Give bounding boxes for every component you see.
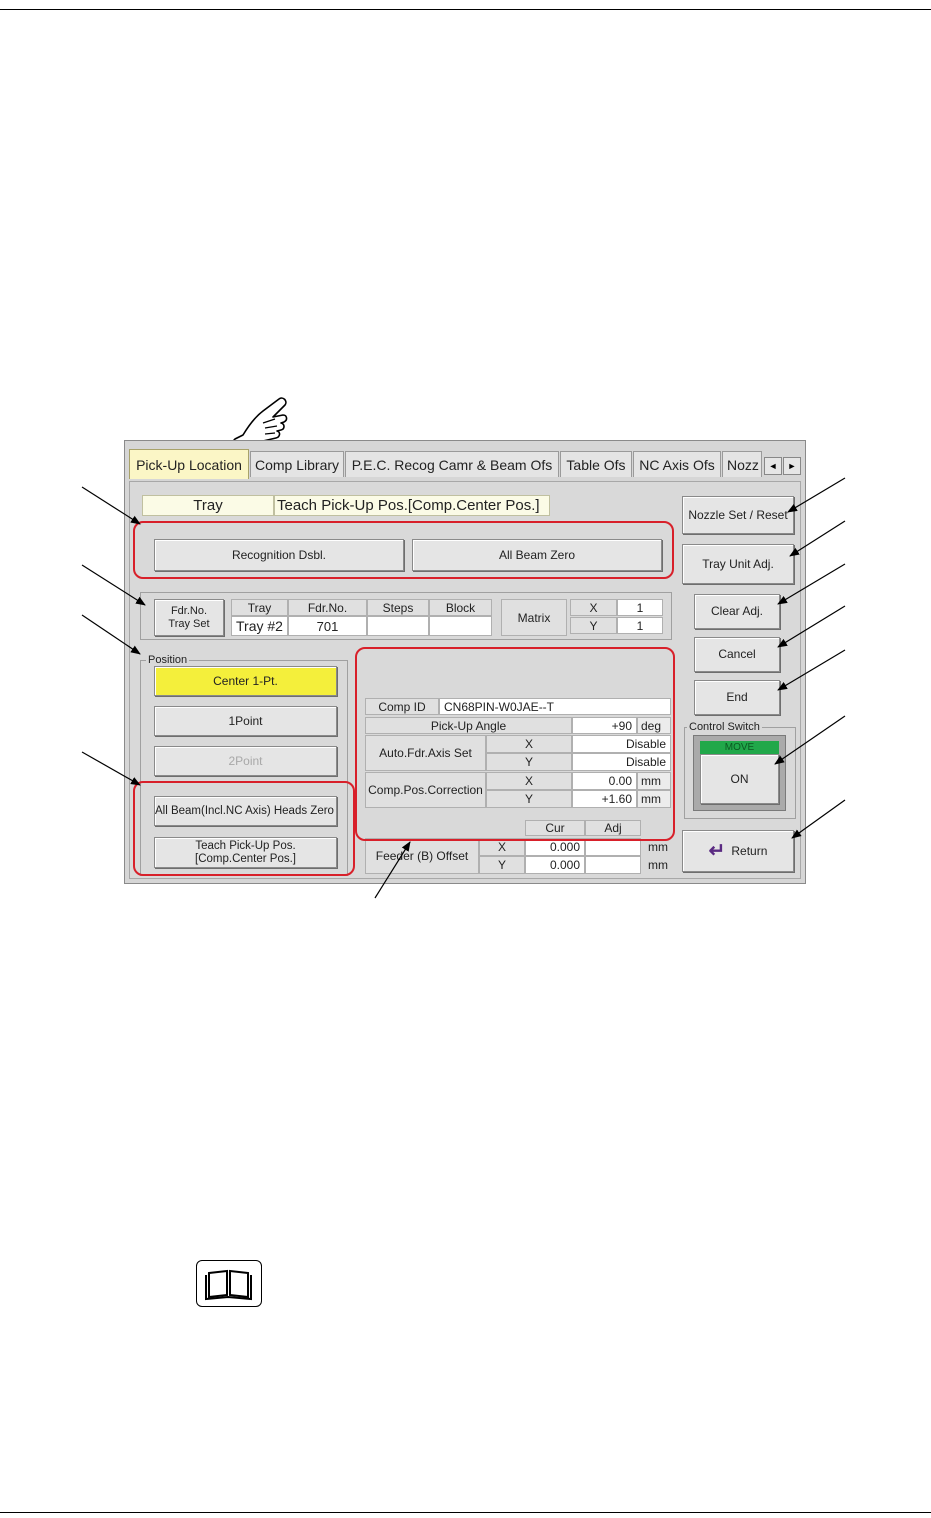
nozzle-set-reset-button[interactable]: Nozzle Set / Reset: [682, 496, 794, 534]
pickup-angle-label: Pick-Up Angle: [365, 717, 572, 734]
offset-y-adj-value[interactable]: [585, 856, 641, 874]
offset-adj-header: Adj: [585, 820, 641, 836]
offset-y-cur-value[interactable]: 0.000: [525, 856, 585, 874]
fdr-header-tray: Tray: [231, 599, 288, 616]
teach-line1: Teach Pick-Up Pos.: [195, 839, 296, 852]
two-point-button[interactable]: 2Point: [154, 746, 337, 776]
auto-fdr-axis-label: Auto.Fdr.Axis Set: [365, 735, 486, 771]
position-label: Position: [148, 654, 188, 666]
fdr-steps-value[interactable]: [367, 616, 429, 636]
matrix-label: Matrix: [501, 599, 567, 636]
fdr-button-line1: Fdr.No.: [170, 604, 208, 617]
offset-y-unit: mm: [648, 858, 668, 872]
fdr-header-block: Block: [429, 599, 492, 616]
fdr-button-line2: Tray Set: [168, 617, 210, 630]
top-rule: [0, 9, 931, 10]
tab-nozzle[interactable]: Nozz: [722, 451, 762, 477]
feeder-offset-label: Feeder (B) Offset: [365, 838, 479, 874]
control-on-button[interactable]: ON: [700, 754, 779, 804]
tab-nc-axis-ofs[interactable]: NC Axis Ofs: [633, 451, 721, 477]
fdr-header-steps: Steps: [367, 599, 429, 616]
tab-table-ofs[interactable]: Table Ofs: [560, 451, 632, 477]
comp-pos-correction-label: Comp.Pos.Correction: [365, 772, 486, 808]
matrix-x-axis: X: [570, 599, 617, 616]
pickup-angle-value[interactable]: +90: [572, 717, 637, 734]
matrix-y-value[interactable]: 1: [617, 617, 663, 634]
offset-cur-header: Cur: [525, 820, 585, 836]
auto-fdr-x-axis: X: [486, 735, 572, 753]
center-1pt-button[interactable]: Center 1-Pt.: [154, 666, 337, 696]
auto-fdr-x-value[interactable]: Disable: [572, 735, 671, 753]
recognition-disable-button[interactable]: Recognition Dsbl.: [154, 539, 404, 571]
matrix-x-value[interactable]: 1: [617, 599, 663, 616]
tab-next-arrow-icon[interactable]: ►: [783, 457, 801, 475]
tray-unit-adj-button[interactable]: Tray Unit Adj.: [682, 544, 794, 584]
tab-pec-recog-camr[interactable]: P.E.C. Recog Camr & Beam Ofs: [345, 451, 559, 477]
fdr-header-fdrno: Fdr.No.: [288, 599, 367, 616]
matrix-y-axis: Y: [570, 617, 617, 634]
fdr-tray-value[interactable]: Tray #2: [231, 616, 288, 636]
offset-y-axis: Y: [479, 856, 525, 874]
highlight-comp-info: [355, 647, 675, 841]
highlight-bottom-buttons: [133, 781, 355, 876]
tab-comp-library[interactable]: Comp Library: [250, 451, 344, 477]
auto-fdr-y-value[interactable]: Disable: [572, 753, 671, 771]
offset-x-cur-value[interactable]: 0.000: [525, 838, 585, 856]
cancel-button[interactable]: Cancel: [694, 637, 780, 672]
fdr-block-value[interactable]: [429, 616, 492, 636]
correction-x-axis: X: [486, 772, 572, 790]
correction-y-unit: mm: [637, 790, 671, 808]
tab-strip: [125, 441, 805, 481]
tab-prev-arrow-icon[interactable]: ◄: [764, 457, 782, 475]
control-switch-label: Control Switch: [689, 721, 760, 733]
fdr-number-value[interactable]: 701: [288, 616, 367, 636]
clear-adj-button[interactable]: Clear Adj.: [694, 594, 780, 629]
offset-x-axis: X: [479, 838, 525, 856]
comp-id-label: Comp ID: [365, 698, 439, 715]
heads-zero-button[interactable]: All Beam(Incl.NC Axis) Heads Zero: [154, 796, 337, 826]
auto-fdr-y-axis: Y: [486, 753, 572, 771]
return-icon: ↵: [708, 839, 726, 862]
return-label: Return: [731, 843, 768, 858]
all-beam-zero-button[interactable]: All Beam Zero: [412, 539, 662, 571]
one-point-button[interactable]: 1Point: [154, 706, 337, 736]
correction-x-unit: mm: [637, 772, 671, 790]
mode-field: Teach Pick-Up Pos.[Comp.Center Pos.]: [274, 495, 550, 516]
correction-x-value[interactable]: 0.00: [572, 772, 637, 790]
highlight-top-buttons: [133, 521, 674, 579]
correction-y-axis: Y: [486, 790, 572, 808]
teach-line2: [Comp.Center Pos.]: [195, 852, 296, 865]
end-button[interactable]: End: [694, 680, 780, 715]
book-icon: [196, 1260, 262, 1307]
tab-pickup-location[interactable]: Pick-Up Location: [129, 449, 249, 479]
comp-id-value: CN68PIN-W0JAE--T: [439, 698, 671, 715]
move-indicator: MOVE: [700, 741, 779, 754]
bottom-rule: [0, 1512, 931, 1513]
fdr-tray-set-button[interactable]: [154, 599, 224, 636]
type-field: Tray: [142, 495, 274, 516]
return-button[interactable]: [682, 830, 794, 872]
correction-y-value[interactable]: +1.60: [572, 790, 637, 808]
pickup-angle-unit: deg: [637, 717, 671, 734]
offset-x-unit: mm: [648, 840, 668, 854]
